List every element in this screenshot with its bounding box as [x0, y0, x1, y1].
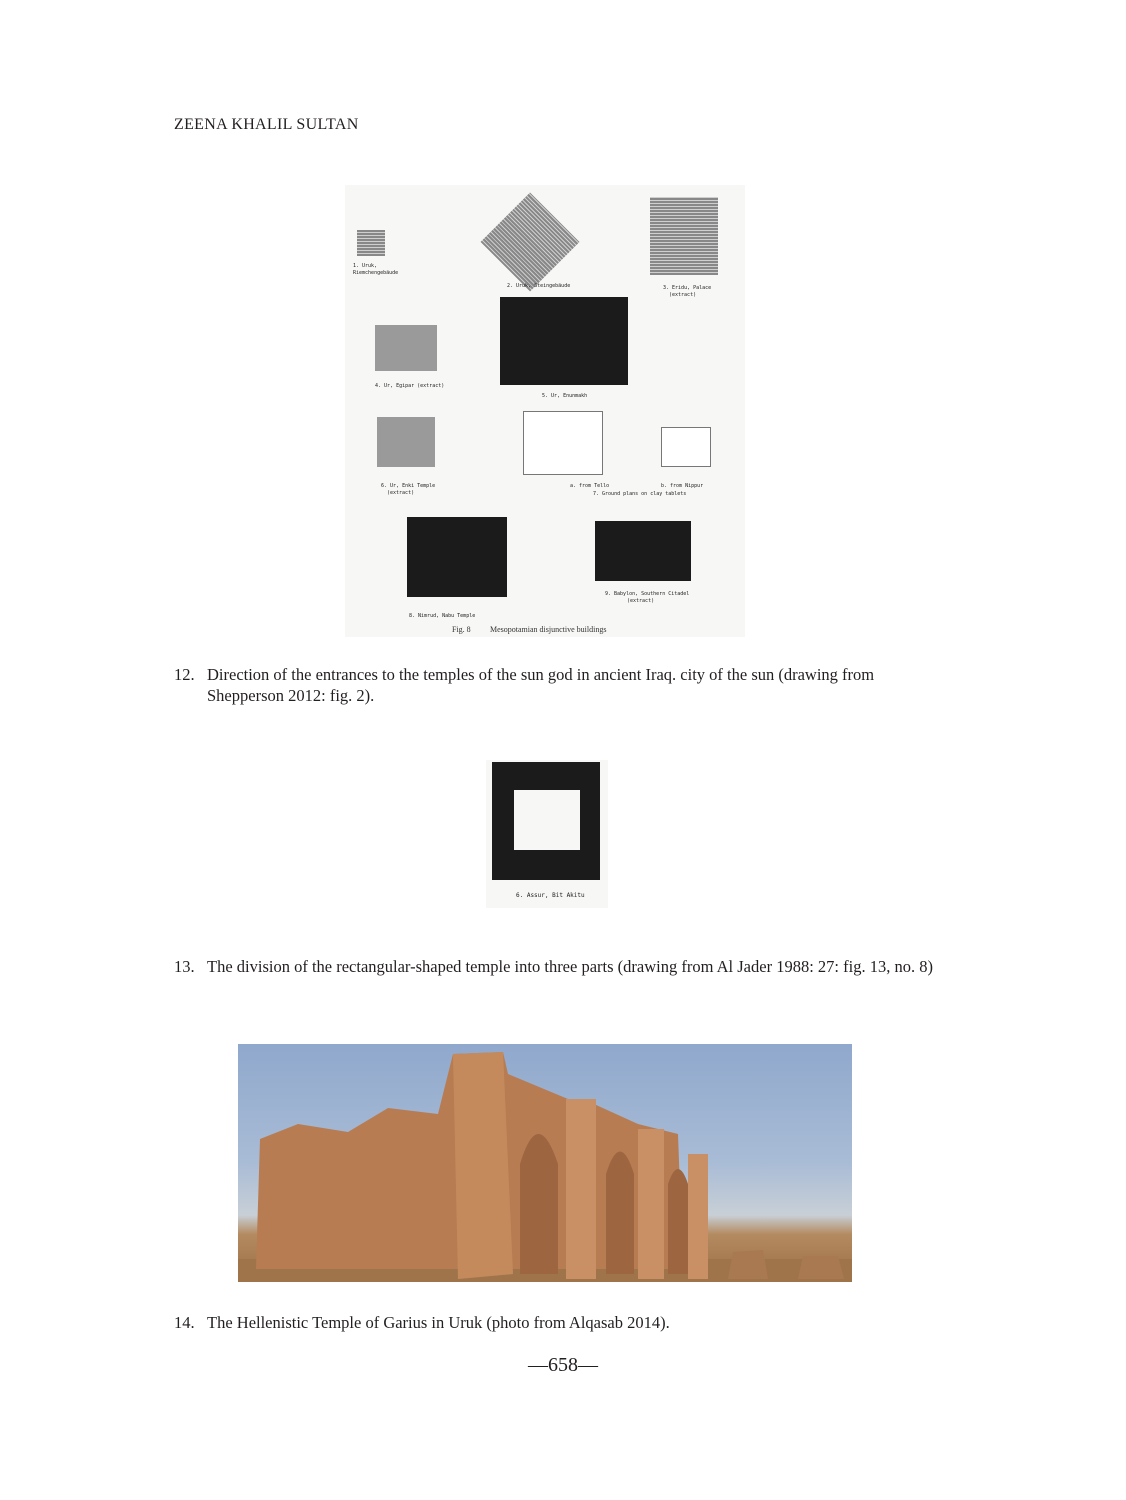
plan-courtyard — [514, 790, 580, 850]
caption-13-number: 13. — [174, 957, 195, 976]
plan-uruk-stein — [481, 193, 580, 292]
label-p8: 8. Nimrud, Nabu Temple — [409, 613, 476, 619]
page-number: —658— — [528, 1354, 598, 1376]
label-p7: 7. Ground plans on clay tablets — [593, 491, 687, 497]
plan-eridu-palace — [650, 197, 718, 275]
caption-14-number: 14. — [174, 1313, 195, 1332]
temple-ruin-illustration — [238, 1044, 852, 1282]
caption-12-number: 12. — [174, 665, 195, 684]
label-p3b: (extract) — [669, 292, 697, 298]
label-p9: 9. Babylon, Southern Citadel — [605, 591, 690, 597]
plan-ur-egipar — [375, 325, 437, 371]
plan-tablet-nippur — [661, 427, 711, 467]
label-p2: 2. Uruk, Steingebäude — [507, 283, 571, 289]
label-p9b: (extract) — [627, 598, 655, 604]
plan-babylon-citadel — [595, 521, 691, 581]
label-p5: 5. Ur, Enunmakh — [542, 393, 588, 399]
caption-14 — [174, 1312, 934, 1333]
plan-nimrud-nabu — [407, 517, 507, 597]
label-p4: 4. Ur, Egipar (extract) — [375, 383, 445, 389]
label-p6b: (extract) — [387, 490, 415, 496]
figure-13-plan — [486, 760, 608, 908]
caption-14-text: The Hellenistic Temple of Garius in Uruk (photo from Alqasab 2014). — [207, 1313, 670, 1332]
caption-12-text: Direction of the entrances to the temples of the sun god in ancient Iraq. city of the sun (drawing from Shepperson 2012: fig. 2). — [207, 665, 875, 705]
fig8-title: Mesopotamian disjunctive buildings — [490, 625, 607, 634]
label-p3: 3. Eridu, Palace — [663, 285, 712, 291]
caption-13-text: The division of the rectangular-shaped temple into three parts (drawing from Al Jader 1988: 27: fig. 13, no. 8) — [207, 957, 933, 976]
running-head: ZEENA KHALIL SULTAN — [174, 116, 359, 133]
label-p7b: b. from Nippur — [661, 483, 704, 489]
fig8-number: Fig. 8 — [452, 625, 471, 634]
caption-12 — [174, 664, 934, 706]
caption-13 — [174, 956, 934, 977]
plan-ur-enunmakh — [500, 297, 628, 385]
plan-tablet-tello — [523, 411, 603, 475]
photo-temple-garius — [238, 1044, 852, 1282]
label-assur: 6. Assur, Bit Akitu — [516, 892, 585, 899]
label-p7a: a. from Tello — [570, 483, 610, 489]
plan-ur-enki — [377, 417, 435, 467]
label-p6: 6. Ur, Enki Temple — [381, 483, 436, 489]
figure-12-plate — [345, 185, 745, 637]
label-p1b: Riemchengebäude — [353, 270, 399, 276]
plan-uruk-riemchen — [357, 230, 385, 256]
label-p1: 1. Uruk, — [353, 263, 378, 269]
